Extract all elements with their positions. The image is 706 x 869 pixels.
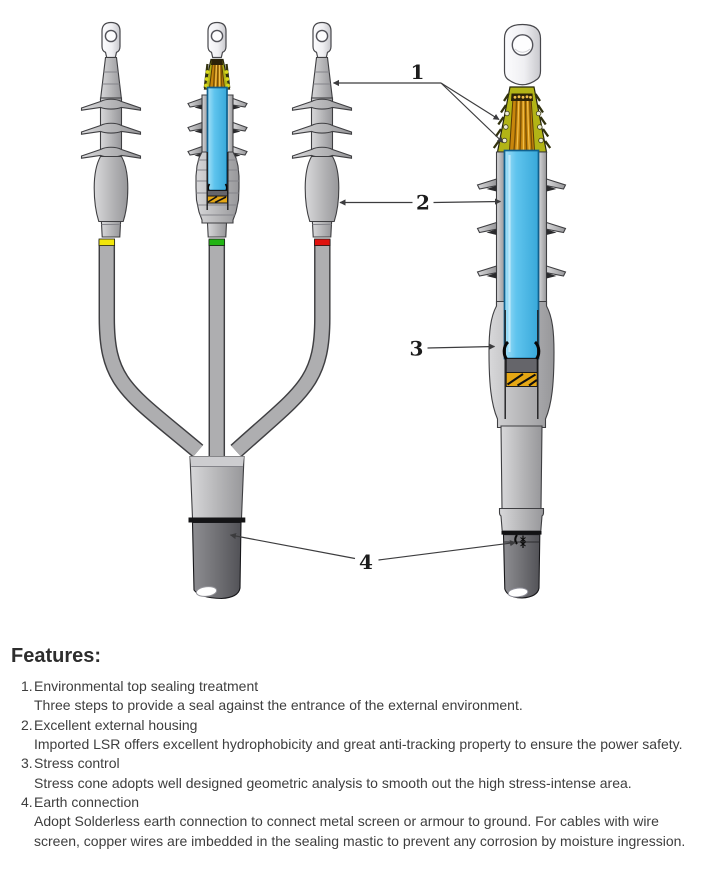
semicon-band	[506, 359, 537, 373]
leader-lines	[231, 83, 516, 560]
terminal-lug	[505, 25, 541, 85]
feature-3-number: 3.	[21, 755, 33, 772]
callout-3-label: 3	[409, 336, 424, 361]
feature-3-title: Stress control	[34, 755, 120, 772]
branch-middle-cutaway	[188, 23, 247, 238]
callout-4-label: 4	[359, 550, 373, 574]
single-core-termination-cutaway	[478, 25, 566, 599]
feature-4-number: 4.	[21, 793, 33, 810]
phase-band-yellow	[99, 239, 115, 246]
feature-item-3	[11, 754, 696, 793]
branch-right	[293, 23, 352, 238]
callout-1-label: 1	[410, 60, 425, 84]
feature-item-1	[11, 677, 696, 716]
phase-band-green	[209, 239, 225, 246]
feature-item-4	[11, 793, 696, 851]
features-section	[0, 632, 706, 869]
features-heading: Features:	[11, 645, 102, 667]
phase-band-red	[315, 239, 331, 246]
phase-cables	[99, 239, 330, 462]
earth-band	[189, 518, 246, 523]
features-list	[11, 677, 696, 851]
feature-1-number: 1.	[21, 678, 33, 694]
outer-cable-left	[193, 523, 242, 599]
three-core-termination	[82, 23, 352, 599]
feature-item-2	[11, 716, 696, 755]
feature-4-description: Adopt Solderless earth connection to connect metal screen or armour to ground. For cables with wire screen, copper wires are imbedded in the sealing mastic to prevent any corrosion by moisture ingression.	[34, 813, 686, 849]
branch-left	[82, 23, 141, 238]
feature-4-title: Earth connection	[34, 793, 140, 810]
feature-1-description: Three steps to provide a seal against the entrance of the external environment.	[34, 697, 523, 714]
feature-3-description: Stress cone adopts well designed geometric analysis to smooth out the high stress-intense area.	[34, 774, 632, 791]
feature-2-number: 2.	[21, 716, 33, 733]
callout-2-label: 2	[416, 190, 430, 215]
feature-1-title: Environmental top sealing treatment	[34, 678, 259, 694]
top-sealing-cutaway-small	[204, 60, 230, 90]
cable-gland-boot	[189, 457, 246, 599]
feature-2-title: Excellent external housing	[34, 716, 198, 733]
insulation-small	[208, 88, 228, 191]
gland-collar	[500, 509, 544, 532]
feature-2-description: Imported LSR offers excellent hydrophobicity and great anti-tracking property to ensure the power safety.	[34, 735, 683, 752]
